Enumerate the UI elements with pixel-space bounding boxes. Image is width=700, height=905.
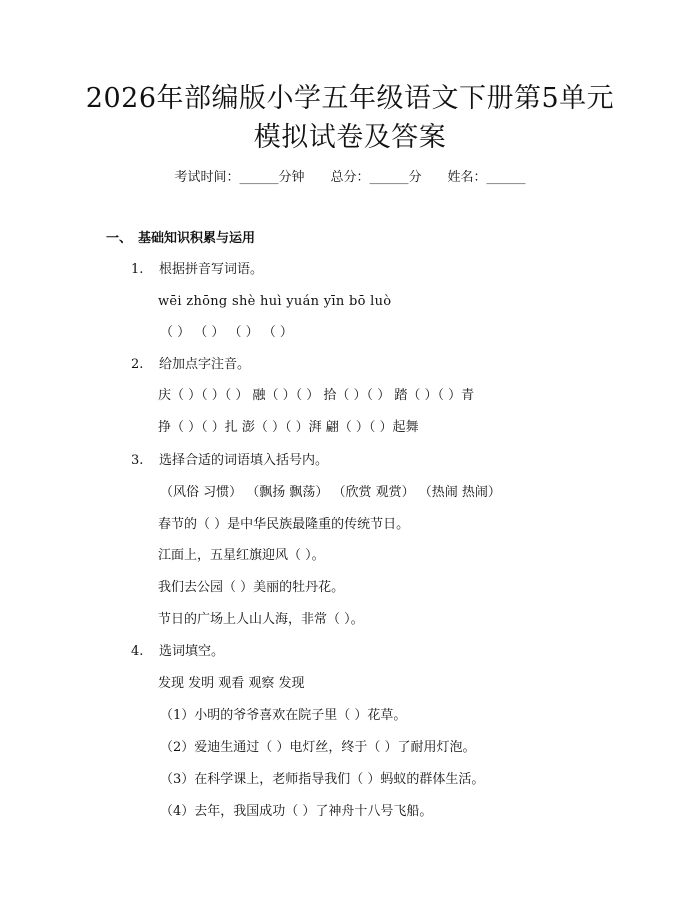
fill-sentence-2: （2）爱迪生通过（ ）电灯丝，终于（ ）了耐用灯泡。 [160,740,476,755]
question-number: 4. [131,644,144,659]
question-prompt: 选词填空。 [159,644,225,659]
exam-time-field: 考试时间：______分钟 [174,170,305,185]
phonetic-line-1: 庆（ ）（ ）（ ） 融（ ）（ ） 拾（ ）（ ） 踏（ ）（ ）青 [158,388,475,403]
question-number: 2. [131,357,144,372]
sentence-4: 节日的广场上人山人海，非常（ ）。 [158,612,364,627]
answer-blanks: （ ） （ ） （ ） （ ） [160,325,293,340]
exam-title-line2: 模拟试卷及答案 [253,122,447,153]
question-number: 1. [131,262,144,277]
fill-sentence-4: （4）去年，我国成功（ ）了神舟十八号飞船。 [160,804,433,819]
word-options: （风俗 习惯） （飘扬 飘荡） （欣赏 观赏） （热闹 热闹） [160,485,501,500]
sentence-3: 我们去公园（ ）美丽的牡丹花。 [158,580,345,595]
sentence-2: 江面上，五星红旗迎风（ ）。 [158,548,325,563]
word-bank: 发现 发明 观看 观察 发现 [158,676,305,691]
section-number: 一、 [106,231,133,246]
sentence-1: 春节的（ ）是中华民族最隆重的传统节日。 [158,517,410,532]
question-1 [131,260,263,280]
question-3 [131,451,328,471]
pinyin-line: wēi zhōng shè huì yuán yīn bō luò [158,294,392,309]
question-prompt: 选择合适的词语填入括号内。 [159,453,329,468]
question-prompt: 根据拼音写词语。 [159,262,264,277]
question-prompt: 给加点字注音。 [159,357,251,372]
exam-info-row [0,168,700,188]
fill-sentence-1: （1）小明的爷爷喜欢在院子里（ ）花草。 [160,708,407,723]
total-score-field: 总分：______分 [330,170,422,185]
section-title: 基础知识积累与运用 [138,231,256,246]
fill-sentence-3: （3）在科学课上，老师指导我们（ ）蚂蚁的群体生活。 [160,772,485,787]
section-heading [106,229,255,249]
question-2 [131,355,250,375]
question-4 [131,642,224,662]
student-name-field: 姓名：______ [447,170,526,185]
question-number: 3. [131,453,144,468]
phonetic-line-2: 挣（ ）（ ）扎 澎（ ）（ ）湃 翩（ ）（ ）起舞 [158,420,419,435]
exam-title-line1: 2026年部编版小学五年级语文下册第5单元 [85,83,615,114]
